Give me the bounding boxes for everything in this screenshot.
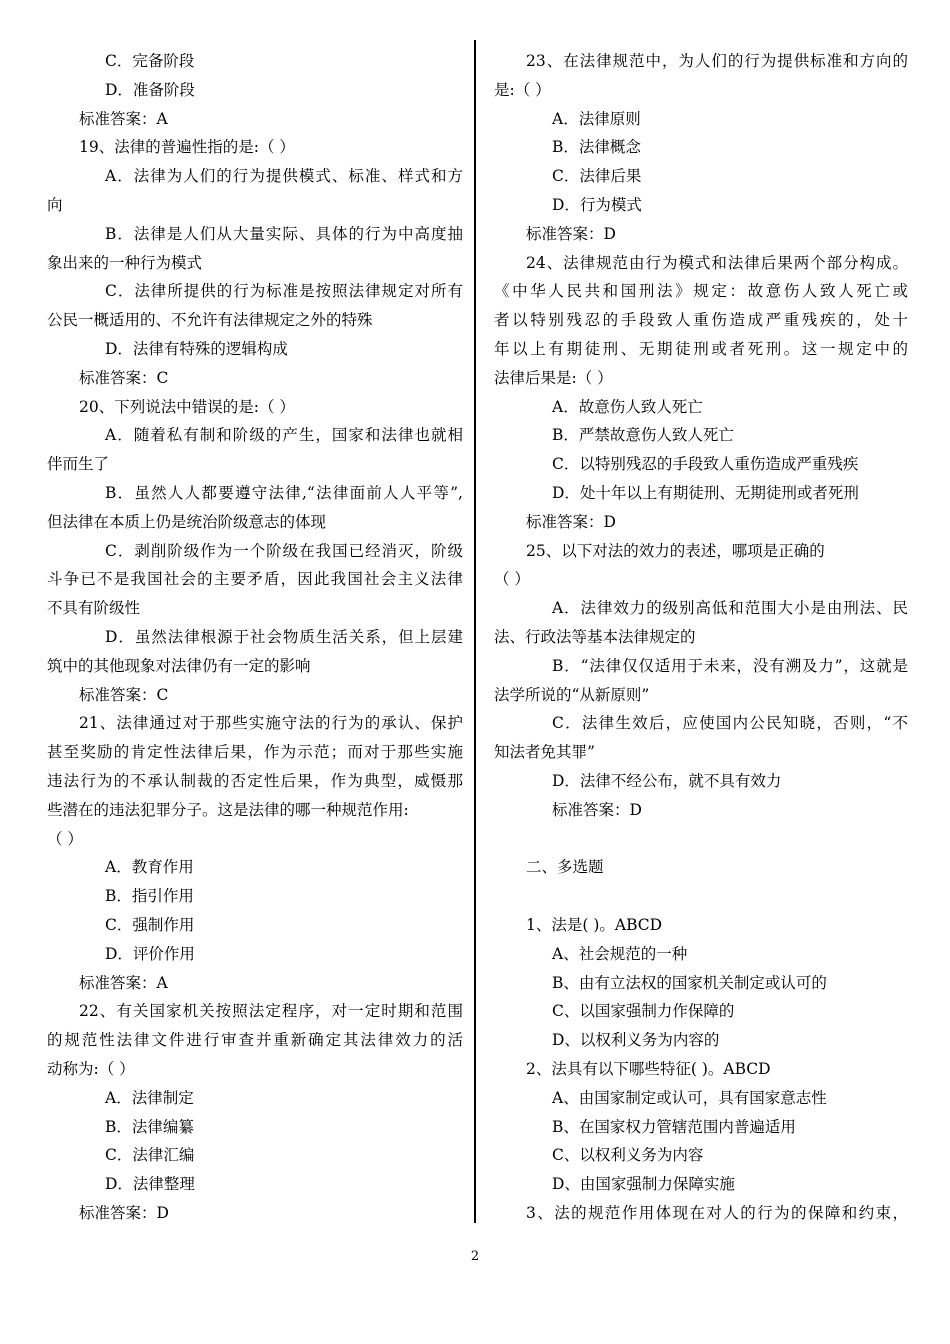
text-line: B．虽然人人都要遵守法律,“法律面前人人平等”,: [105, 484, 463, 502]
page-number: 2: [470, 1249, 480, 1264]
text-line: 22、有关国家机关按照法定程序，对一定时期和范围: [79, 1002, 463, 1021]
text-line: C．法律生效后，应使国内公民知晓，否则，“不: [552, 714, 908, 733]
text-line: B．法律概念: [552, 138, 641, 157]
text-line: A．随着私有制和阶级的产生，国家和法律也就相: [105, 426, 463, 445]
text-line: 向: [47, 196, 63, 214]
text-line: A．法律效力的级别高低和范围大小是由刑法、民: [552, 599, 908, 618]
text-line: D．评价作用: [105, 944, 195, 963]
text-line: D、由国家强制力保障实施: [552, 1175, 735, 1194]
text-line: 伴而生了: [47, 455, 110, 474]
text-line: C．强制作用: [105, 916, 195, 934]
text-line: [494, 882, 908, 911]
text-line: C、以权利义务为内容: [552, 1146, 704, 1165]
text-line: 2、法具有以下哪些特征( )。ABCD: [526, 1060, 771, 1078]
text-line: B．指引作用: [105, 887, 194, 906]
text-line: 但法律在本质上仍是统治阶级意志的体现: [47, 512, 327, 531]
text-line: B．“法律仅仅适用于未来，没有溯及力”，这就是: [552, 656, 908, 675]
text-line: 标准答案：D: [552, 800, 642, 819]
text-line: 标准答案：C: [79, 685, 169, 704]
text-line: 标准答案：A: [79, 973, 168, 992]
text-line: D．法律不经公布，就不具有效力: [552, 772, 782, 790]
text-line: 年以上有期徒刑、无期徒刑或者死刑。这一规定中的: [494, 340, 908, 358]
text-line: C、以国家强制力作保障的: [552, 1002, 735, 1021]
text-line: 《中华人民共和国刑法》规定：故意伤人致人死亡或: [494, 282, 908, 301]
text-line: C．完备阶段: [105, 52, 195, 70]
text-line: C．法律后果: [552, 167, 642, 186]
text-line: D、以权利义务为内容的: [552, 1031, 720, 1050]
text-line: D．虽然法律根源于社会物质生活关系，但上层建: [105, 628, 463, 646]
text-line: 法律后果是:（ ）: [494, 368, 613, 387]
text-line: D．准备阶段: [105, 80, 195, 99]
text-line: 25、以下对法的效力的表述，哪项是正确的: [526, 541, 825, 560]
text-line: C．法律汇编: [105, 1146, 195, 1165]
text-line: 24、法律规范由行为模式和法律后果两个部分构成。: [526, 253, 908, 272]
text-line: 标准答案：C: [79, 368, 169, 387]
text-line: 标准答案：D: [79, 1204, 169, 1222]
text-line: B、在国家权力管辖范围内普遍适用: [552, 1117, 796, 1136]
text-line: D．处十年以上有期徒刑、无期徒刑或者死刑: [552, 484, 859, 502]
text-line: C．剥削阶级作为一个阶级在我国已经消灭，阶级: [105, 541, 463, 560]
column-divider: [474, 40, 476, 1223]
text-line: 21、法律通过对于那些实施守法的行为的承认、保护: [79, 714, 463, 733]
text-line: A．法律原则: [552, 109, 641, 128]
text-line: 些潜在的违法犯罪分子。这是法律的哪一种规范作用:: [47, 800, 409, 819]
text-line: A、由国家制定或认可，具有国家意志性: [552, 1088, 827, 1107]
text-line: 标准答案：D: [526, 512, 616, 531]
text-line: B．严禁故意伤人致人死亡: [552, 426, 734, 445]
text-line: 标准答案：A: [79, 109, 168, 128]
text-line: 甚至奖励的肯定性法律后果，作为示范；而对于那些实施: [47, 743, 463, 762]
text-line: 法学所说的“从新原则”: [494, 685, 650, 704]
text-line: 不具有阶级性: [47, 599, 141, 618]
text-line: B、由有立法权的国家机关制定或认可的: [552, 973, 827, 992]
text-line: A．故意伤人致人死亡: [552, 397, 703, 416]
text-line: B．法律是人们从大量实际、具体的行为中高度抽: [105, 224, 463, 243]
text-line: 1、法是( )。ABCD: [526, 916, 663, 934]
text-line: 动称为:（ ）: [47, 1060, 135, 1078]
text-line: 法、行政法等基本法律规定的: [494, 628, 696, 646]
text-line: D．法律有特殊的逻辑构成: [105, 340, 288, 358]
text-line: 象出来的一种行为模式: [47, 253, 203, 272]
text-line: （ ）: [47, 829, 83, 848]
text-line: 者以特别残忍的手段致人重伤造成严重残疾的，处十: [494, 311, 908, 330]
text-line: 标准答案：D: [526, 224, 616, 243]
text-line: C．法律所提供的行为标准是按照法律规定对所有: [105, 282, 463, 301]
text-line: [494, 825, 908, 854]
text-line: 的规范性法律文件进行审查并重新确定其法律效力的活: [47, 1031, 463, 1050]
text-line: 是:（ ）: [494, 80, 551, 99]
text-line: （ ）: [494, 570, 530, 589]
text-line: A．法律制定: [105, 1088, 194, 1107]
text-line: 3、法的规范作用体现在对人的行为的保障和约束，: [526, 1204, 908, 1222]
text-line: 20、下列说法中错误的是:（ ）: [79, 397, 295, 416]
text-line: 23、在法律规范中，为人们的行为提供标准和方向的: [526, 52, 908, 70]
text-line: 筑中的其他现象对法律仍有一定的影响: [47, 656, 311, 675]
text-line: 知法者免其罪”: [494, 743, 595, 762]
text-line: A．法律为人们的行为提供模式、标准、样式和方: [105, 167, 463, 186]
text-line: A．教育作用: [105, 858, 194, 877]
text-line: 19、法律的普遍性指的是:（ ）: [79, 138, 295, 157]
text-line: B．法律编纂: [105, 1117, 194, 1136]
text-line: A、社会规范的一种: [552, 944, 688, 963]
text-line: 公民一概适用的、不允许有法律规定之外的特殊: [47, 311, 373, 330]
text-line: 二、多选题: [526, 858, 604, 877]
text-line: D．行为模式: [552, 196, 642, 214]
text-line: 违法行为的不承认制裁的否定性后果，作为典型，威慑那: [47, 772, 463, 790]
text-line: D．法律整理: [105, 1175, 195, 1194]
text-line: C．以特别残忍的手段致人重伤造成严重残疾: [552, 455, 859, 474]
text-line: 斗争已不是我国社会的主要矛盾，因此我国社会主义法律: [47, 570, 463, 589]
